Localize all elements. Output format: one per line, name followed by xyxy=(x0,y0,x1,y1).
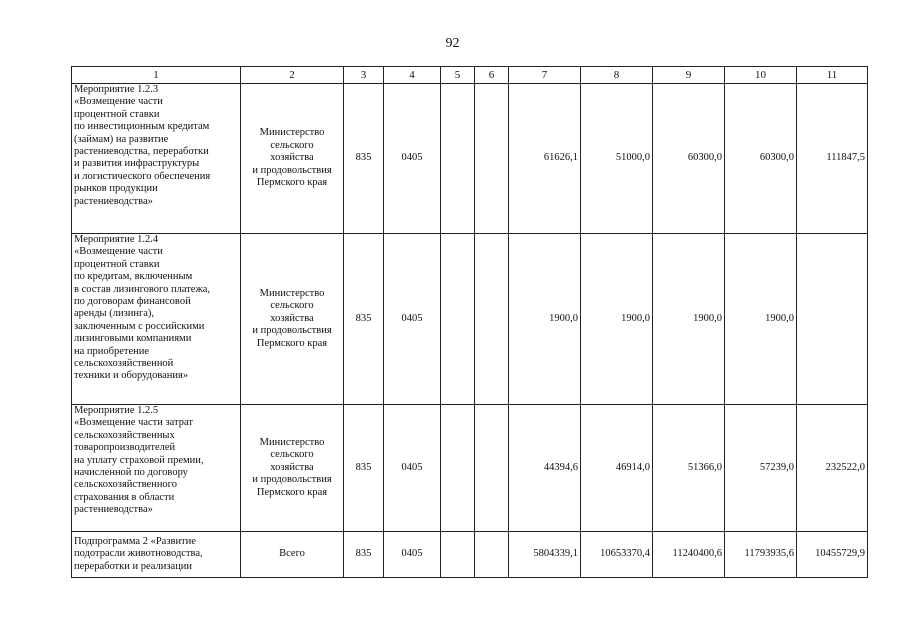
column-header: 10 xyxy=(725,67,797,84)
subprogram-name-line: Подпрограмма 2 «Развитие xyxy=(74,536,196,547)
grbs-code-cell: 835 xyxy=(344,234,384,405)
executor-line: Пермского края xyxy=(256,177,328,189)
measure-name-line: Мероприятие 1.2.5 xyxy=(74,405,159,416)
col6-cell xyxy=(475,532,509,578)
rzpr-code-cell: 0405 xyxy=(384,532,441,578)
measure-name-line: лизинговыми компаниями xyxy=(74,333,192,345)
executor-line: сельского xyxy=(270,139,314,151)
amount-cell: 111847,5 xyxy=(797,84,868,234)
measure-name-line: и развития инфраструктуры xyxy=(74,158,200,170)
amount-cell: 11793935,6 xyxy=(725,532,797,578)
amount-cell: 1900,0 xyxy=(725,234,797,405)
measure-name-line: (займам) на развитие xyxy=(74,133,169,145)
grbs-code-cell: 835 xyxy=(344,405,384,532)
subprogram-name-line: переработки и реализации xyxy=(74,560,193,572)
executor-line: и продовольствия xyxy=(252,474,332,486)
measure-name-line: «Возмещение части xyxy=(74,96,163,108)
measure-name-line: растениеводства, переработки xyxy=(74,146,209,158)
executor-cell xyxy=(241,84,344,234)
measure-name-line: процентной ставки xyxy=(74,258,160,270)
amount-cell: 232522,0 xyxy=(797,405,868,532)
col6-cell xyxy=(475,405,509,532)
grbs-code-cell: 835 xyxy=(344,532,384,578)
executor-line: Министерство xyxy=(259,436,325,448)
measure-name-line: растениеводства» xyxy=(74,504,153,516)
amount-cell: 44394,6 xyxy=(509,405,581,532)
measure-name-line: и логистического обеспечения xyxy=(74,170,211,182)
executor-cell xyxy=(241,234,344,405)
amount-cell: 60300,0 xyxy=(725,84,797,234)
measure-name-line: «Возмещение части затрат xyxy=(74,417,193,429)
grbs-code-cell: 835 xyxy=(344,84,384,234)
table-row xyxy=(72,405,868,532)
column-header: 5 xyxy=(441,67,475,84)
amount-cell: 11240400,6 xyxy=(653,532,725,578)
executor-line: и продовольствия xyxy=(252,325,332,337)
column-header: 4 xyxy=(384,67,441,84)
amount-cell: 1900,0 xyxy=(653,234,725,405)
measure-name-line: сельскохозяйственных xyxy=(74,429,175,441)
measure-name-line: в состав лизингового платежа, xyxy=(74,283,211,295)
col5-cell xyxy=(441,532,475,578)
measure-name-line: рынков продукции xyxy=(74,183,158,195)
executor-line: Пермского края xyxy=(256,337,328,349)
executor-line: Пермского края xyxy=(256,486,328,498)
measure-name-line: процентной ставки xyxy=(74,108,160,120)
rzpr-code-cell: 0405 xyxy=(384,405,441,532)
measure-name-line: растениеводства» xyxy=(74,195,153,207)
amount-cell: 5804339,1 xyxy=(509,532,581,578)
subprogram-name-line: подотрасли животноводства, xyxy=(74,548,203,560)
measure-name-line: техники и оборудования» xyxy=(74,370,189,382)
executor-line: хозяйства xyxy=(270,461,314,473)
amount-cell: 10653370,4 xyxy=(581,532,653,578)
measure-name-line: по договорам финансовой xyxy=(74,296,191,308)
column-header: 1 xyxy=(72,67,241,84)
measure-name-line: по инвестиционным кредитам xyxy=(74,121,210,133)
measure-name-cell xyxy=(72,84,241,234)
table-row xyxy=(72,234,868,405)
column-header: 7 xyxy=(509,67,581,84)
amount-cell: 57239,0 xyxy=(725,405,797,532)
amount-cell xyxy=(797,234,868,405)
measure-name-line: Мероприятие 1.2.4 xyxy=(74,234,159,245)
amount-cell: 46914,0 xyxy=(581,405,653,532)
column-header: 11 xyxy=(797,67,868,84)
measure-name-line: сельскохозяйственной xyxy=(74,358,174,370)
table-row xyxy=(72,532,868,578)
column-header: 3 xyxy=(344,67,384,84)
amount-cell: 51000,0 xyxy=(581,84,653,234)
header-row xyxy=(72,67,868,84)
measure-name-line: на приобретение xyxy=(74,345,150,357)
column-header: 6 xyxy=(475,67,509,84)
measure-name-cell xyxy=(72,234,241,405)
measure-name-cell xyxy=(72,405,241,532)
col5-cell xyxy=(441,234,475,405)
measure-name-line: страхования в области xyxy=(74,491,175,503)
executor-cell xyxy=(241,405,344,532)
measure-name-line: аренды (лизинга), xyxy=(74,308,155,320)
measure-name-line: начисленной по договору xyxy=(74,467,188,479)
measure-name-line: Мероприятие 1.2.3 xyxy=(74,84,159,95)
amount-cell: 1900,0 xyxy=(581,234,653,405)
col6-cell xyxy=(475,84,509,234)
amount-cell: 10455729,9 xyxy=(797,532,868,578)
measure-name-line: «Возмещение части xyxy=(74,246,163,258)
page-number: 92 xyxy=(445,36,460,51)
subprogram-name-cell xyxy=(72,532,241,578)
col5-cell xyxy=(441,405,475,532)
measure-name-line: сельскохозяйственного xyxy=(74,479,177,491)
column-header: 2 xyxy=(241,67,344,84)
column-header: 9 xyxy=(653,67,725,84)
executor-line: сельского xyxy=(270,300,314,312)
executor-line: и продовольствия xyxy=(252,164,332,176)
executor-line: хозяйства xyxy=(270,312,314,324)
col5-cell xyxy=(441,84,475,234)
executor-line: Министерство xyxy=(259,287,325,299)
amount-cell: 61626,1 xyxy=(509,84,581,234)
measure-name-line: товаропроизводителей xyxy=(74,442,176,454)
col6-cell xyxy=(475,234,509,405)
rzpr-code-cell: 0405 xyxy=(384,234,441,405)
executor-cell xyxy=(241,532,344,578)
amount-cell: 51366,0 xyxy=(653,405,725,532)
column-header: 8 xyxy=(581,67,653,84)
measure-name-line: на уплату страховой премии, xyxy=(74,454,204,466)
measure-name-line: заключенным с российскими xyxy=(74,320,205,332)
amount-cell: 60300,0 xyxy=(653,84,725,234)
rzpr-code-cell: 0405 xyxy=(384,84,441,234)
executor-line: сельского xyxy=(270,449,314,461)
executor-line: Министерство xyxy=(259,127,325,139)
measure-name-line: по кредитам, включенным xyxy=(74,271,193,283)
amount-cell: 1900,0 xyxy=(509,234,581,405)
executor-line: Всего xyxy=(279,548,305,560)
budget-table xyxy=(71,66,868,578)
table-row xyxy=(72,84,868,234)
executor-line: хозяйства xyxy=(270,152,314,164)
